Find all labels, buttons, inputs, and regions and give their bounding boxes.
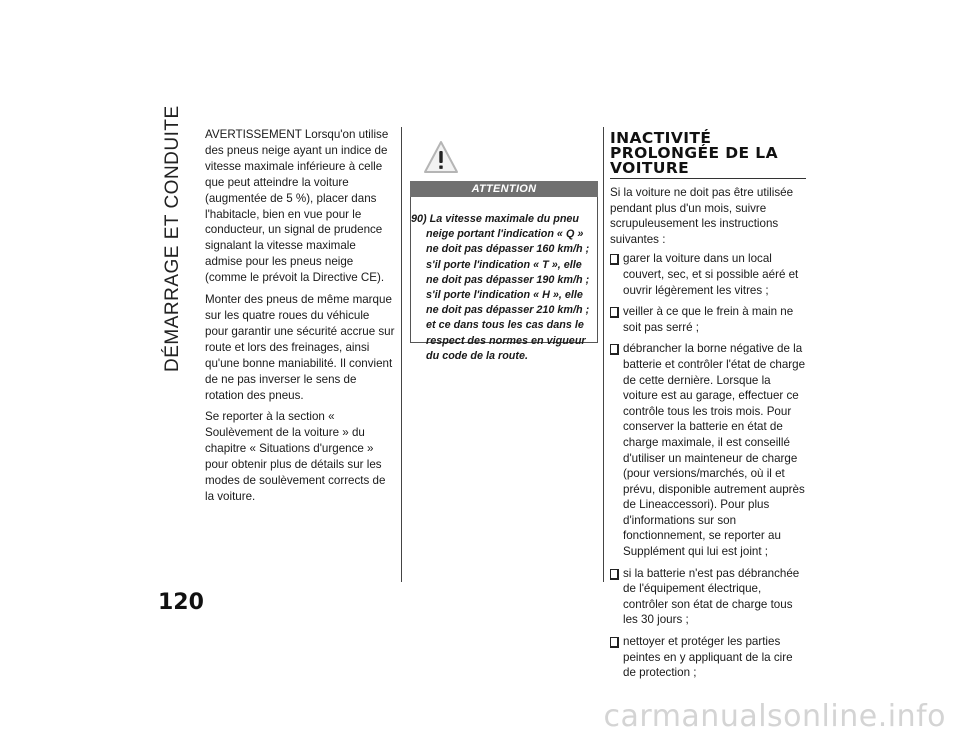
section-title: INACTIVITÉ PROLONGÉE DE LA VOITURE <box>610 131 806 179</box>
list-item-text: nettoyer et protéger les parties peintes en y appliquant de la cire de protection ; <box>623 635 793 680</box>
list-item <box>610 341 806 559</box>
section-intro: Si la voiture ne doit pas être utilisée pendant plus d'un mois, suivre scrupuleusement les instructions suivantes : <box>610 186 794 246</box>
warning-text <box>411 212 597 364</box>
list-item-text: veiller à ce que le frein à main ne soit pas serré ; <box>623 305 794 334</box>
list-item <box>610 304 806 335</box>
warning-note: 90) La vitesse maximale du pneu neige portant l'indication « Q » ne doit pas dépasser 160 km/h ; s'il porte l'indication « T », elle ne doit pas dépasser 190 km/h ; s'il porte l'indication « H », elle ne doit pas dépasser 210 km/h ; et ce dans tous les cas dans le respect des normes en vigueur du code de la route. <box>411 213 590 362</box>
checkbox-bullet-icon <box>610 344 619 355</box>
page-number: 120 <box>158 590 204 615</box>
list-item <box>610 566 806 628</box>
instruction-list <box>610 251 806 680</box>
chapter-title: DÉMARRAGE ET CONDUITE <box>162 105 183 372</box>
list-item <box>610 251 806 298</box>
column-body-text <box>205 127 395 511</box>
section-inactivite <box>610 131 806 687</box>
paragraph: Se reporter à la section « Soulèvement de la voiture » du chapitre « Situations d'urgence » pour obtenir plus de détails sur les modes de soulèvement corrects de la voiture. <box>205 410 386 503</box>
paragraph: AVERTISSEMENT Lorsqu'on utilise des pneus neige ayant un indice de vitesse maximale inférieure à celle que peut atteindre la voiture (augmentée de 5 %), placer dans l'habitacle, bien en vue pour le conducteur, un signal de prudence signalant la vitesse maximale admise pour les pneus neige (comme le prévoit la Directive CE). <box>205 128 389 285</box>
watermark: carmanualsonline.info <box>603 699 946 734</box>
warning-triangle-icon <box>423 140 459 181</box>
list-item-text: si la batterie n'est pas débranchée de l'équipement électrique, contrôler son état de charge tous les 30 jours ; <box>623 566 800 627</box>
list-item-text: garer la voiture dans un local couvert, sec, et si possible aéré et ouvrir légèrement les vitres ; <box>623 252 799 297</box>
warning-header: ATTENTION <box>410 181 598 197</box>
column-divider <box>401 127 402 582</box>
list-item <box>610 634 806 681</box>
checkbox-bullet-icon <box>610 254 619 265</box>
checkbox-bullet-icon <box>610 569 619 580</box>
column-divider <box>603 127 604 582</box>
checkbox-bullet-icon <box>610 637 619 648</box>
paragraph: Monter des pneus de même marque sur les quatre roues du véhicule pour garantir une sécurité accrue sur route et lors des freinages, ainsi qu'une bonne maniabilité. Il convient de ne pas inverser le sens de rotation des pneus. <box>205 293 395 402</box>
list-item-text: débrancher la borne négative de la batterie et contrôler l'état de charge de cette dernière. Lorsque la voiture est au garage, effectuer ce contrôle tous les trois mois. Pour conserver la batterie en état de charge maximale, il est conseillé d'utiliser un mainteneur de charge (pour versions/marchés, où il et prévu, disponible autrement auprès de Lineaccessori). Pour plus d'informations sur son fonctionnement, se reporter au Supplément qui lui est joint ; <box>623 342 806 559</box>
checkbox-bullet-icon <box>610 307 619 318</box>
